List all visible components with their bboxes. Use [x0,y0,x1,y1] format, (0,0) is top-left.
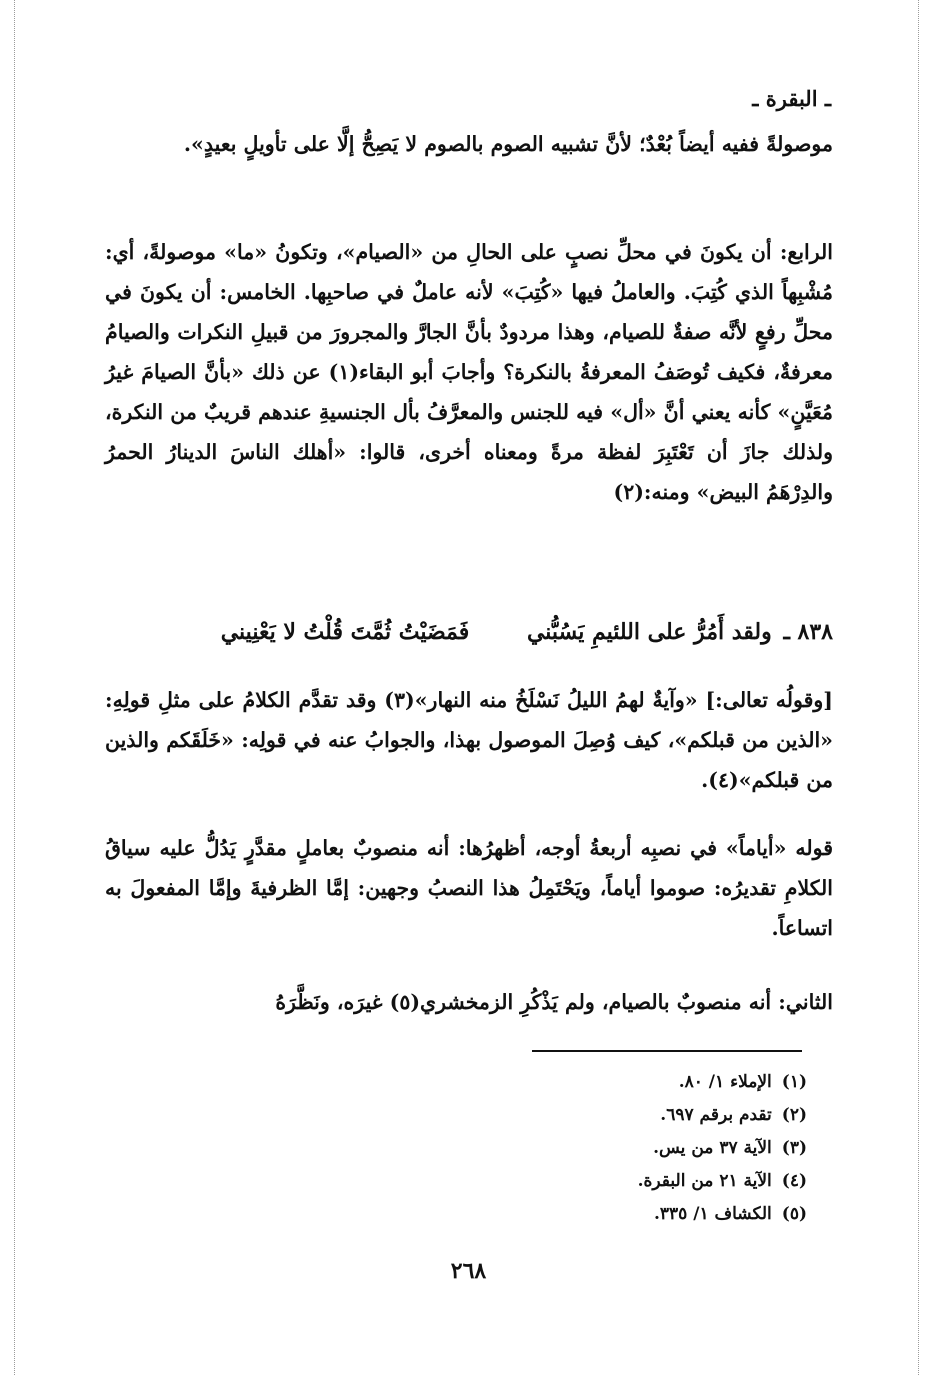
verse-number: ٨٣٨ ـ [783,619,833,645]
footnote-text: الآية ٢١ من البقرة. [637,1171,772,1191]
verse-second-hemistich: فَمَضَيْتُ ثُمَّتَ قُلْتُ لا يَعْنِيني [220,619,470,645]
paragraph-1: موصولةً ففيه أيضاً بُعْدٌ؛ لأنَّ تشبيه الصوم بالصوم لا يَصِحُّ إلَّا على تأويلٍ بعيدٍ». [183,132,833,156]
footnote-item [638,1132,807,1165]
footnote-text: الإملاء ١/ ٨٠. [678,1072,772,1092]
footnote-item [638,1066,807,1099]
footnote-number: (٢) [781,1105,807,1125]
poetry-verse [105,612,833,652]
footnote-number: (٤) [781,1171,807,1191]
footnote-text: تقدم برقم ٦٩٧. [660,1105,772,1125]
footnote-item [638,1165,807,1198]
running-header: ـ البقرة ـ [752,86,831,111]
footnote-separator [532,1050,802,1052]
paragraph-3: [وقولُه تعالى:] «وآيةٌ لهمُ الليلُ نَسْلَخُ منه النهار»(٣) وقد تقدَّم الكلامُ على مثلِ قولِهِ: «الذين من قبلكم»، كيف وُصِلَ الموصول بهذا، والجوابُ عنه في قولِه: «خَلَقَكم والذين من قبلكم»(٤). [105,688,833,792]
footnote-number: (٥) [781,1204,807,1224]
paragraph-4: قوله «أياماً» في نصبِه أربعةُ أوجه، أظهرُها: أنه منصوبٌ بعاملٍ مقدَّرٍ يَدُلُّ عليه سياقُ الكلامِ تقديرُه: صوموا أياماً، ويَحْتَمِلُ هذا النصبُ وجهين: إمَّا الظرفيةَ وإمَّا المفعولَ به اتساعاً. [105,836,833,940]
footnotes [638,1066,807,1231]
footnote-text: الآية ٣٧ من يس. [653,1138,772,1158]
footnote-item [638,1198,807,1231]
page-number: ٢٦٨ [450,1258,487,1284]
page-left-edge-dots [14,0,15,1375]
footnote-item [638,1099,807,1132]
footnote-text: الكشاف ١/ ٣٣٥. [653,1204,772,1224]
verse-first-hemistich: ولقد أَمُرُّ على اللئيمِ يَسُبُّني [526,619,772,645]
footnote-number: (١) [781,1072,807,1092]
footnote-number: (٣) [781,1138,807,1158]
page-right-edge-dots [918,0,919,1375]
paragraph-2: الرابع: أن يكونَ في محلِّ نصبٍ على الحالِ من «الصيام»، وتكونُ «ما» موصولةً، أي: مُشْبِهاً الذي كُتِبَ. والعاملُ فيها «كُتِبَ» لأنه عاملٌ في صاحبِها. الخامس: أن يكونَ في محلِّ رفعٍ لأنَّه صفةٌ للصيام، وهذا مردودٌ بأنَّ الجارَّ والمجرورَ من قبيلِ النكرات والصيامُ معرفةٌ، فكيف تُوصَفُ المعرفةُ بالنكرة؟ وأجابَ أبو البقاء(١) عن ذلك «بأنَّ الصيامَ غيرُ مُعَيَّنٍ» كأنه يعني أنَّ «أل» فيه للجنس والمعرَّفُ بأل الجنسيةِ عندهم قريبٌ من النكرة، ولذلك جازَ أن تَعْتَبِرَ لفظة مرةً ومعناه أخرى، قالوا: «أهلك الناسَ الدينارُ الحمرُ والدِرْهَمُ البيض» ومنه:(٢) [105,240,833,504]
paragraph-5: الثاني: أنه منصوبٌ بالصيام، ولم يَذْكُرِ الزمخشري(٥) غيرَه، ونَظَّرَهُ [275,990,833,1014]
